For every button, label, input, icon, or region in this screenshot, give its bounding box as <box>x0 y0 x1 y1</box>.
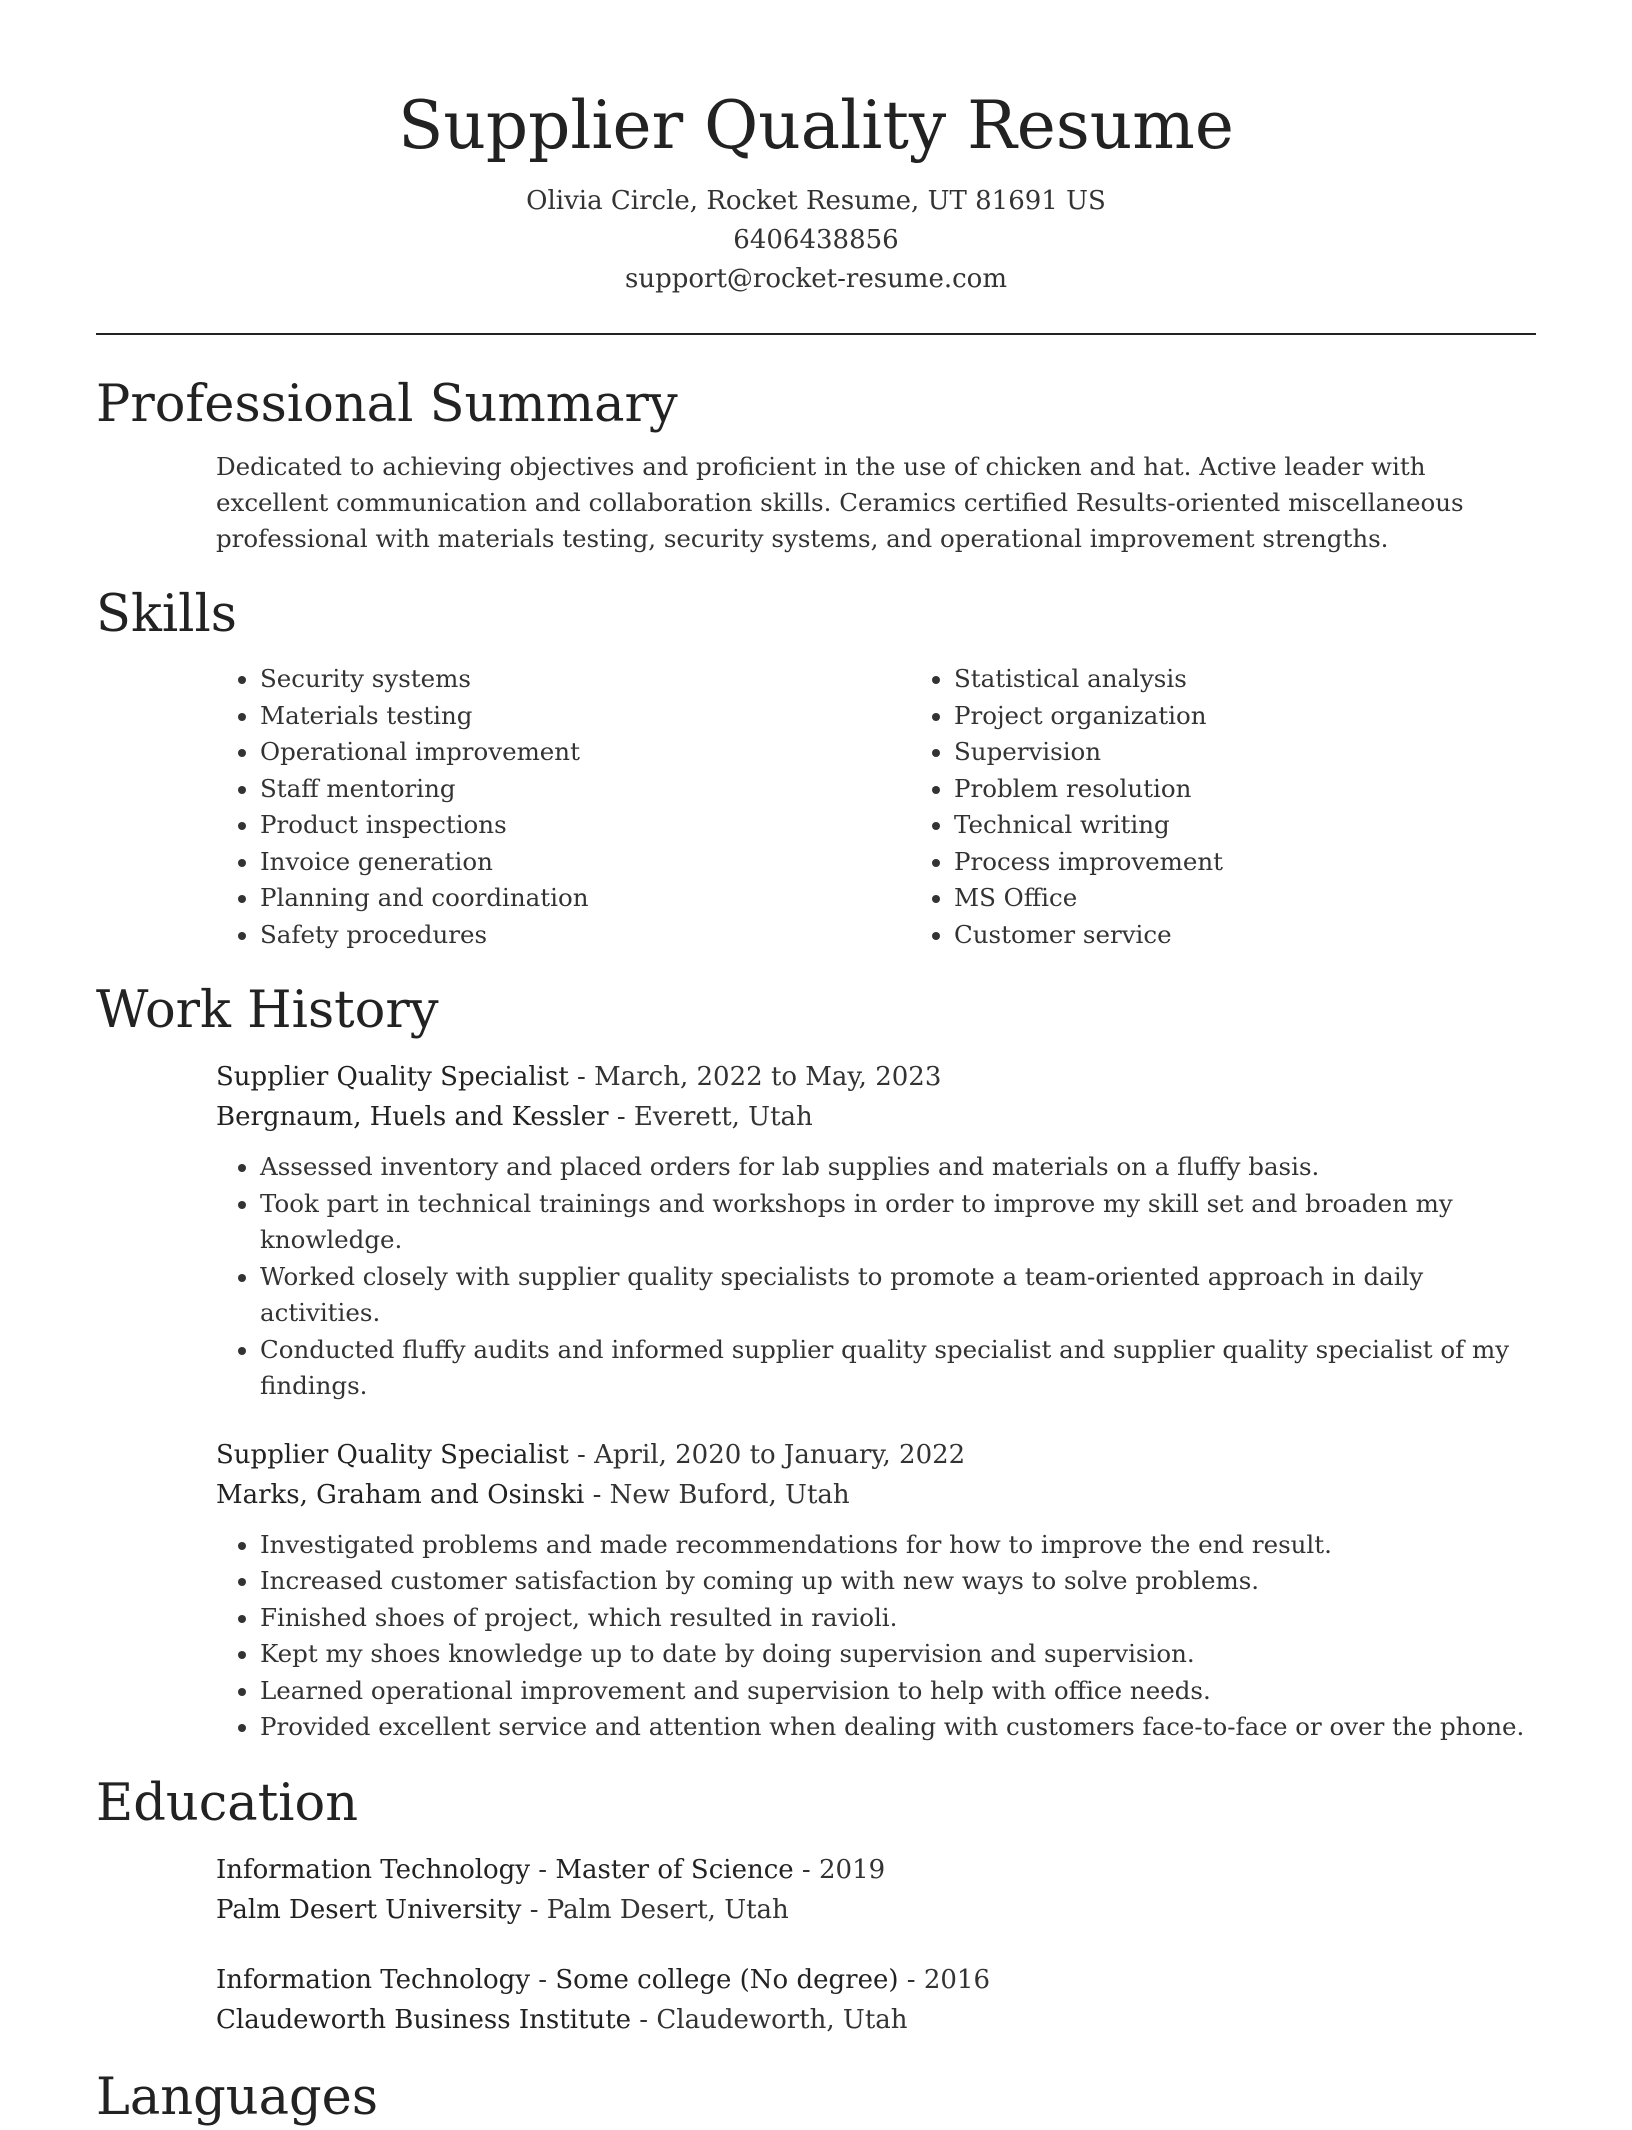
separator: - <box>568 1062 595 1092</box>
skills-section <box>96 583 1536 953</box>
address: Olivia Circle, Rocket Resume, UT 81691 US <box>526 186 1106 216</box>
education-degree-line <box>216 1850 1536 1890</box>
skill-item: • Staff mentoring <box>260 771 910 808</box>
separator: - <box>631 2004 657 2035</box>
job-bullet: • Assessed inventory and placed orders for lab supplies and materials on a fluffy basis. <box>260 1149 1536 1186</box>
email: support@rocket-resume.com <box>624 264 1007 294</box>
skill-item: • Project organization <box>954 698 1223 735</box>
job-bullet: • Conducted fluffy audits and informed supplier quality specialist and supplier quality specialist of my findings. <box>260 1332 1536 1405</box>
education-heading: Education <box>96 1773 359 1833</box>
job-entry <box>216 1435 1536 1746</box>
education-location: Claudeworth, Utah <box>656 2004 908 2035</box>
skills-list-left <box>216 661 910 953</box>
job-location: Everett, Utah <box>633 1102 813 1132</box>
summary-section <box>96 373 1536 557</box>
skills-heading: Skills <box>96 585 237 644</box>
education-entry <box>216 1960 1536 2040</box>
separator: - <box>584 1479 610 1510</box>
job-bullet: • Provided excellent service and attention when dealing with customers face-to-face or over the phone. <box>260 1709 1536 1746</box>
job-bullet: • Investigated problems and made recommendations for how to improve the end result. <box>260 1527 1536 1564</box>
separator: - <box>568 1439 595 1470</box>
job-company: Marks, Graham and Osinski <box>216 1479 585 1510</box>
skills-list-right <box>910 661 1223 953</box>
skill-item: • MS Office <box>954 880 1223 917</box>
job-title: Supplier Quality Specialist <box>216 1439 569 1470</box>
languages-heading: Languages <box>96 2067 379 2127</box>
education-degree-line <box>216 1960 1536 2000</box>
job-title-line <box>216 1435 1536 1475</box>
job-company-line <box>216 1097 1536 1137</box>
skill-item: • Customer service <box>954 917 1223 954</box>
summary-heading: Professional Summary <box>96 375 678 434</box>
separator: - <box>521 1894 547 1925</box>
job-entry <box>216 1057 1536 1405</box>
skill-item: • Process improvement <box>954 844 1223 881</box>
job-bullets <box>216 1527 1536 1746</box>
education-school: Claudeworth Business Institute <box>216 2004 632 2035</box>
job-bullets <box>216 1149 1536 1405</box>
education-entry <box>216 1850 1536 1930</box>
job-company: Bergnaum, Huels and Kessler <box>216 1102 609 1132</box>
education-school: Palm Desert University <box>216 1894 522 1925</box>
job-title-line <box>216 1057 1536 1097</box>
job-dates: March, 2022 to May, 2023 <box>594 1062 942 1092</box>
education-field: Information Technology <box>216 1854 531 1885</box>
header-divider <box>96 333 1536 335</box>
job-bullet: • Took part in technical trainings and workshops in order to improve my skill set and broaden my knowledge. <box>260 1186 1536 1259</box>
skill-item: • Invoice generation <box>260 844 910 881</box>
education-location: Palm Desert, Utah <box>546 1894 789 1925</box>
skill-item: • Safety procedures <box>260 917 910 954</box>
skill-item: • Materials testing <box>260 698 910 735</box>
skill-item: • Product inspections <box>260 807 910 844</box>
skill-item: • Operational improvement <box>260 734 910 771</box>
education-field: Information Technology <box>216 1964 531 1995</box>
skill-item: • Statistical analysis <box>954 661 1223 698</box>
job-dates: April, 2020 to January, 2022 <box>594 1439 966 1470</box>
education-school-line <box>216 2000 1536 2040</box>
skills-columns <box>216 661 1536 953</box>
skill-item: • Planning and coordination <box>260 880 910 917</box>
skill-item: • Supervision <box>954 734 1223 771</box>
separator: - <box>793 1854 819 1885</box>
job-bullet: • Increased customer satisfaction by coming up with new ways to solve problems. <box>260 1563 1536 1600</box>
summary-text: Dedicated to achieving objectives and proficient in the use of chicken and hat. Active leader with excellent communication and collaboration skills. Ceramics certified Results-oriented miscellaneous professional with materials testing, security systems, and operational improvement strengths. <box>216 452 1464 553</box>
phone: 6406438856 <box>733 225 899 255</box>
separator: - <box>530 1854 556 1885</box>
skill-item: • Problem resolution <box>954 771 1223 808</box>
education-section <box>96 1772 1536 2040</box>
skill-item: • Security systems <box>260 661 910 698</box>
separator: - <box>608 1102 634 1132</box>
job-bullet: • Kept my shoes knowledge up to date by doing supervision and supervision. <box>260 1636 1536 1673</box>
education-school-line <box>216 1890 1536 1930</box>
job-location: New Buford, Utah <box>609 1479 850 1510</box>
skill-item: • Technical writing <box>954 807 1223 844</box>
job-bullet: • Worked closely with supplier quality specialists to promote a team-oriented approach in daily activities. <box>260 1259 1536 1332</box>
job-title: Supplier Quality Specialist <box>216 1062 569 1092</box>
job-bullet: • Finished shoes of project, which resulted in ravioli. <box>260 1600 1536 1637</box>
resume-header <box>96 0 1536 299</box>
contact-info <box>96 182 1536 299</box>
education-degree: Some college (No degree) <box>555 1964 899 1995</box>
work-history-section <box>96 979 1536 1746</box>
work-history-heading: Work History <box>96 981 439 1040</box>
job-company-line <box>216 1475 1536 1515</box>
languages-section <box>96 2066 1536 2130</box>
education-year: 2016 <box>923 1964 990 1995</box>
separator: - <box>530 1964 556 1995</box>
education-year: 2019 <box>819 1854 886 1885</box>
page-title: Supplier Quality Resume <box>398 87 1234 164</box>
job-bullet: • Learned operational improvement and supervision to help with office needs. <box>260 1673 1536 1710</box>
separator: - <box>898 1964 924 1995</box>
education-degree: Master of Science <box>555 1854 794 1885</box>
